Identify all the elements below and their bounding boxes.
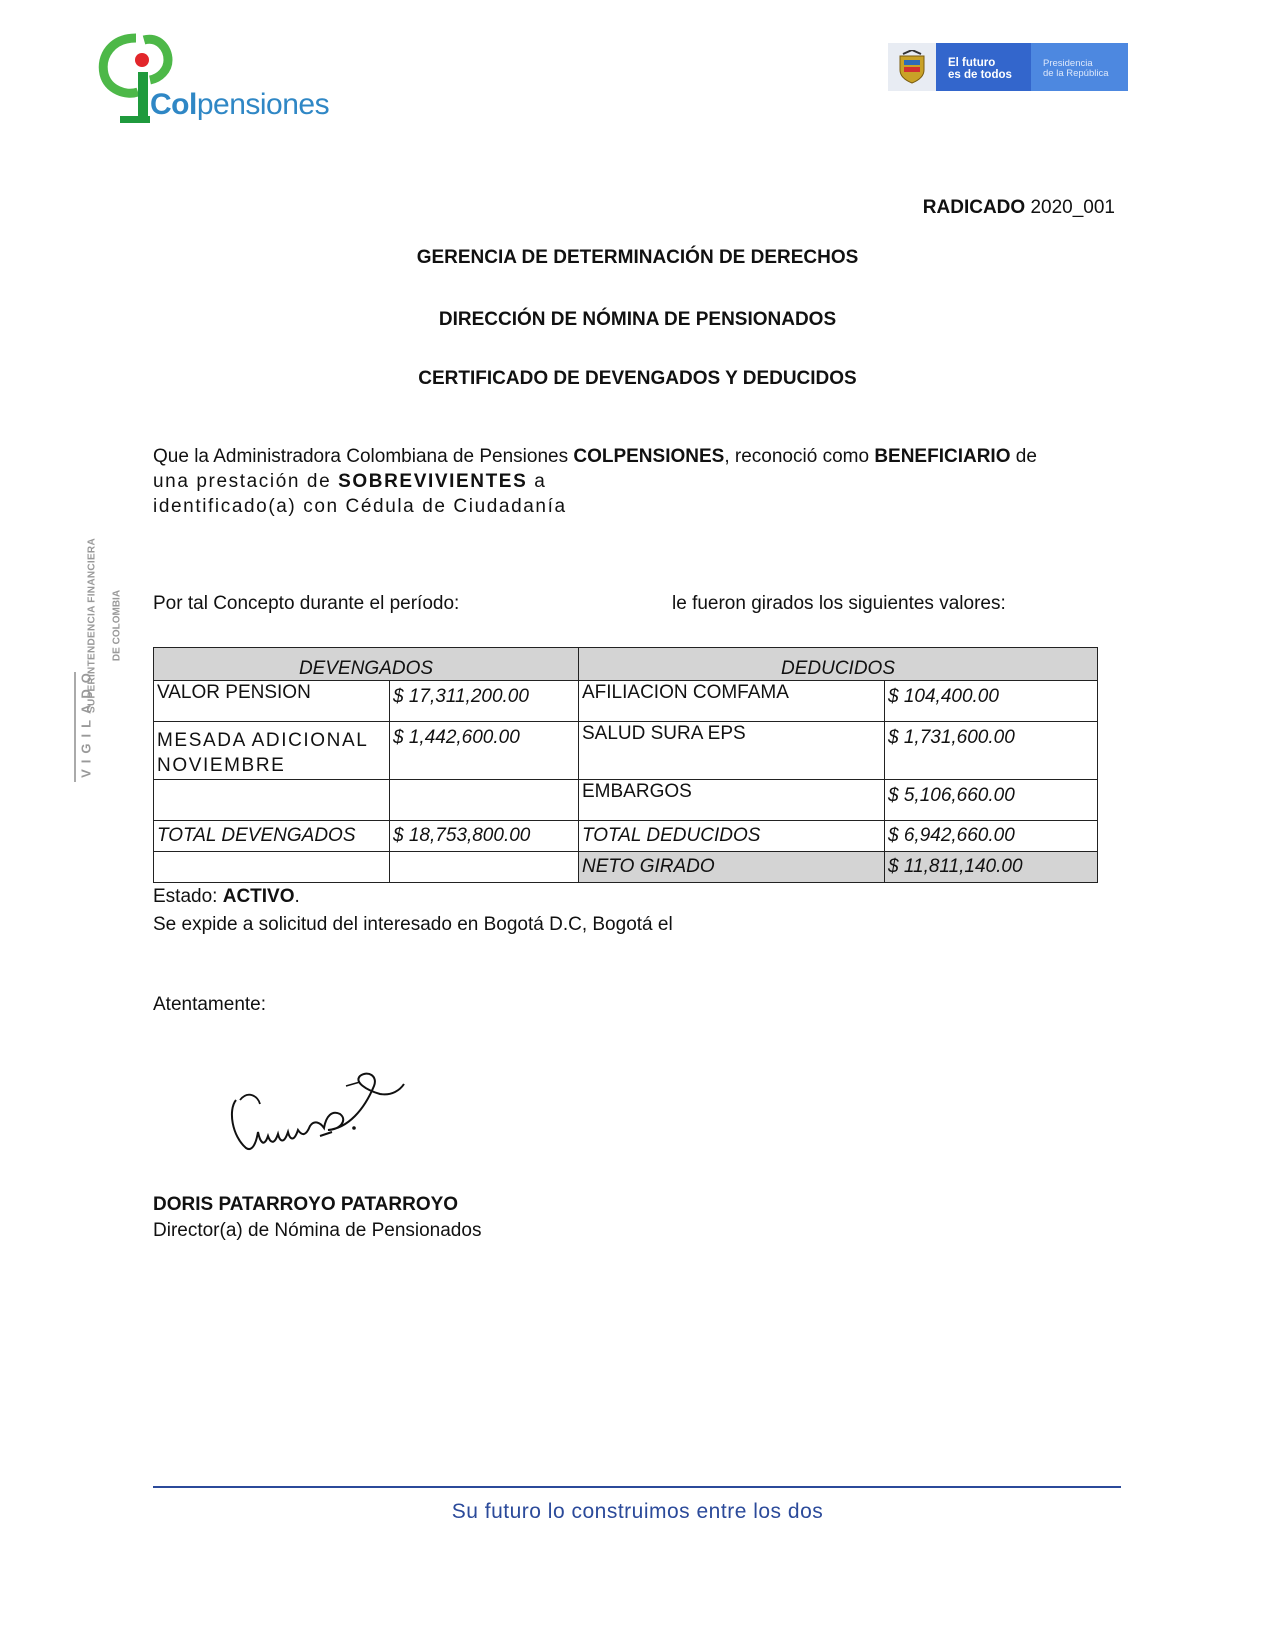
cell-dev-label: VALOR PENSION <box>154 681 390 722</box>
table-header-row <box>154 648 1098 681</box>
period-values-label: le fueron girados los siguientes valores: <box>672 593 1006 614</box>
cell-ded-label: SALUD SURA EPS <box>579 722 885 780</box>
cell-total-ded-label: TOTAL DEDUCIDOS <box>579 821 885 852</box>
colpensiones-logo <box>98 30 338 130</box>
table-row <box>154 681 1098 722</box>
cell-empty <box>390 780 579 821</box>
gov-badge <box>888 43 1128 91</box>
crest-icon <box>888 43 936 91</box>
expide-line: Se expide a solicitud del interesado en Bogotá D.C, Bogotá el <box>153 914 673 935</box>
heading-direccion: DIRECCIÓN DE NÓMINA DE PENSIONADOS <box>438 309 837 330</box>
signer-role: Director(a) de Nómina de Pensionados <box>153 1220 482 1241</box>
cell-dev-value: $ 17,311,200.00 <box>390 681 579 722</box>
vigilado-seal <box>62 460 132 790</box>
cell-empty <box>154 852 390 883</box>
header-devengados: DEVENGADOS <box>154 648 579 681</box>
cell-ded-value: $ 5,106,660.00 <box>885 780 1098 821</box>
cell-dev-value: $ 1,442,600.00 <box>390 722 579 780</box>
seal-line1: SUPERINTENDENCIA FINANCIERA <box>86 538 98 713</box>
heading-gerencia: GERENCIA DE DETERMINACIÓN DE DERECHOS <box>416 247 859 268</box>
cell-empty <box>154 780 390 821</box>
cell-total-dev-value: $ 18,753,800.00 <box>390 821 579 852</box>
signature-scribble <box>228 1070 428 1170</box>
cell-empty <box>390 852 579 883</box>
cell-neto-label: NETO GIRADO <box>579 852 885 883</box>
cell-total-ded-value: $ 6,942,660.00 <box>885 821 1098 852</box>
signer-name: DORIS PATARROYO PATARROYO <box>153 1194 459 1215</box>
footer-divider <box>153 1486 1121 1488</box>
table-row <box>154 780 1098 821</box>
heading-certificado: CERTIFICADO DE DEVENGADOS Y DEDUCIDOS <box>418 368 857 389</box>
gov-slogan: El futuro es de todos <box>936 43 1031 91</box>
cell-ded-value: $ 104,400.00 <box>885 681 1098 722</box>
header-deducidos: DEDUCIDOS <box>579 648 1098 681</box>
cell-ded-label: EMBARGOS <box>579 780 885 821</box>
seal-divider <box>74 672 76 782</box>
signature <box>228 1070 428 1170</box>
seal-line2: DE COLOMBIA <box>111 589 123 662</box>
estado: Estado: ACTIVO. <box>153 886 300 907</box>
body-paragraph: Que la Administradora Colombiana de Pensiones COLPENSIONES, reconoció como BENEFICIARIO de una prestación de SOBREVIVIENTES a identificado(a) con Cédula de Ciudadanía <box>153 446 1037 517</box>
cell-ded-label: AFILIACION COMFAMA <box>579 681 885 722</box>
logo-text: Colpensiones <box>150 88 330 121</box>
cell-neto-value: $ 11,811,140.00 <box>885 852 1098 883</box>
gov-presidencia: Presidencia de la República <box>1031 43 1128 91</box>
seal-vigilado: VIGILADO <box>78 667 94 778</box>
cell-dev-label: MESADA ADICIONAL NOVIEMBRE <box>154 722 390 780</box>
cell-total-dev-label: TOTAL DEVENGADOS <box>154 821 390 852</box>
atentamente: Atentamente: <box>153 994 267 1015</box>
values-table <box>153 647 1098 883</box>
footer-slogan: Su futuro lo construimos entre los dos <box>451 1500 824 1523</box>
table-row <box>154 821 1098 852</box>
radicado: RADICADO 2020_001 <box>922 197 1115 218</box>
table-row <box>154 852 1098 883</box>
table-row <box>154 722 1098 780</box>
period-label: Por tal Concepto durante el período: <box>153 593 460 614</box>
cell-ded-value: $ 1,731,600.00 <box>885 722 1098 780</box>
